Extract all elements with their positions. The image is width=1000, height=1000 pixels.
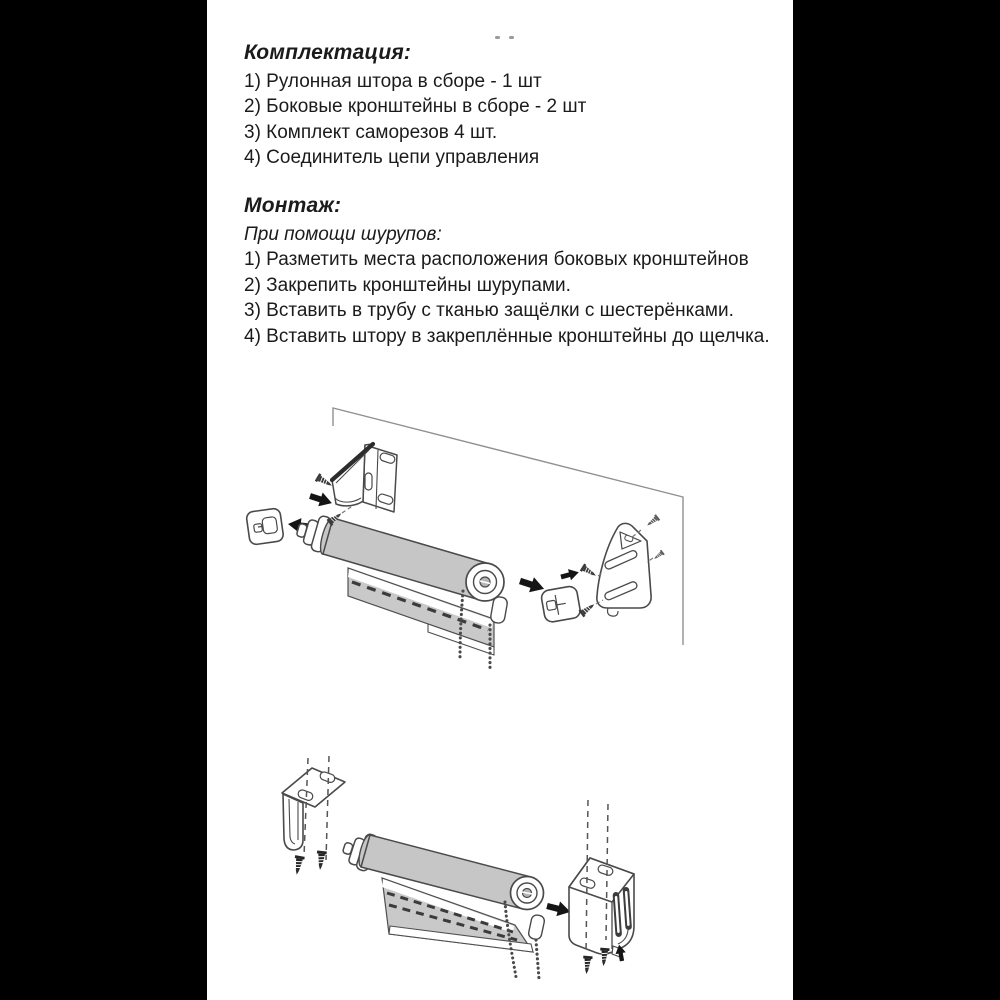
screw-icon (652, 550, 664, 561)
artifact-dot (495, 36, 500, 39)
end-cap-clip (246, 508, 284, 545)
arrow-icon (308, 489, 334, 510)
arrow-icon (545, 899, 572, 920)
side-clip (540, 585, 581, 623)
komplekt-item: 4) Соединитель цепи управления (244, 147, 540, 169)
artifact-dot (509, 36, 514, 39)
cropped-text-artifact (495, 36, 514, 39)
section-montazh (244, 194, 783, 349)
komplekt-item: 2) Боковые кронштейны в сборе - 2 шт (244, 96, 587, 118)
screw-icon (580, 563, 598, 579)
mount-bracket-left (282, 768, 345, 850)
mount-bracket-right (569, 858, 634, 957)
montazh-subtitle: При помощи шурупов: (244, 224, 442, 245)
roller-assembly (296, 515, 508, 668)
section-title-montazh: Монтаж: (244, 194, 342, 217)
roller-tube (356, 834, 531, 909)
montazh-item: 2) Закрепить кронштейны шурупами. (244, 274, 571, 296)
letterbox-left (0, 0, 207, 1000)
section-title-komplektacija: Комплектация: (244, 41, 412, 64)
komplekt-item: 3) Комплект саморезов 4 шт. (244, 121, 498, 143)
montazh-item: 4) Вставить штору в закреплённые кронштейны до щелчка. (244, 325, 770, 347)
montazh-item: 3) Вставить в трубу с тканью защёлки с шестерёнками. (244, 300, 734, 322)
bead-chain (536, 940, 539, 979)
screw-icon (292, 855, 305, 875)
komplekt-item: 1) Рулонная штора в сборе - 1 шт (244, 71, 542, 92)
arrow-icon (560, 567, 581, 583)
mount-bracket-left (332, 444, 397, 512)
letterbox-right (793, 0, 1000, 1000)
mount-bracket-right (597, 523, 651, 616)
screw-icon (645, 514, 660, 528)
montazh-item: 1) Разметить места расположения боковых кронштейнов (244, 249, 749, 271)
tube-end-cap (511, 877, 544, 910)
tube-end-cap (466, 563, 504, 601)
screw-icon (582, 956, 593, 975)
arrow-icon (518, 573, 547, 596)
chain-connector (528, 914, 546, 940)
screw-icon (315, 850, 327, 870)
section-komplektacija (244, 41, 783, 171)
roller-assembly (342, 833, 545, 979)
figure-wall-mounting-diagram (232, 395, 792, 725)
figure-bracket-screws-diagram (255, 742, 685, 1000)
instruction-sheet (207, 0, 793, 1000)
screw-icon (579, 601, 597, 617)
